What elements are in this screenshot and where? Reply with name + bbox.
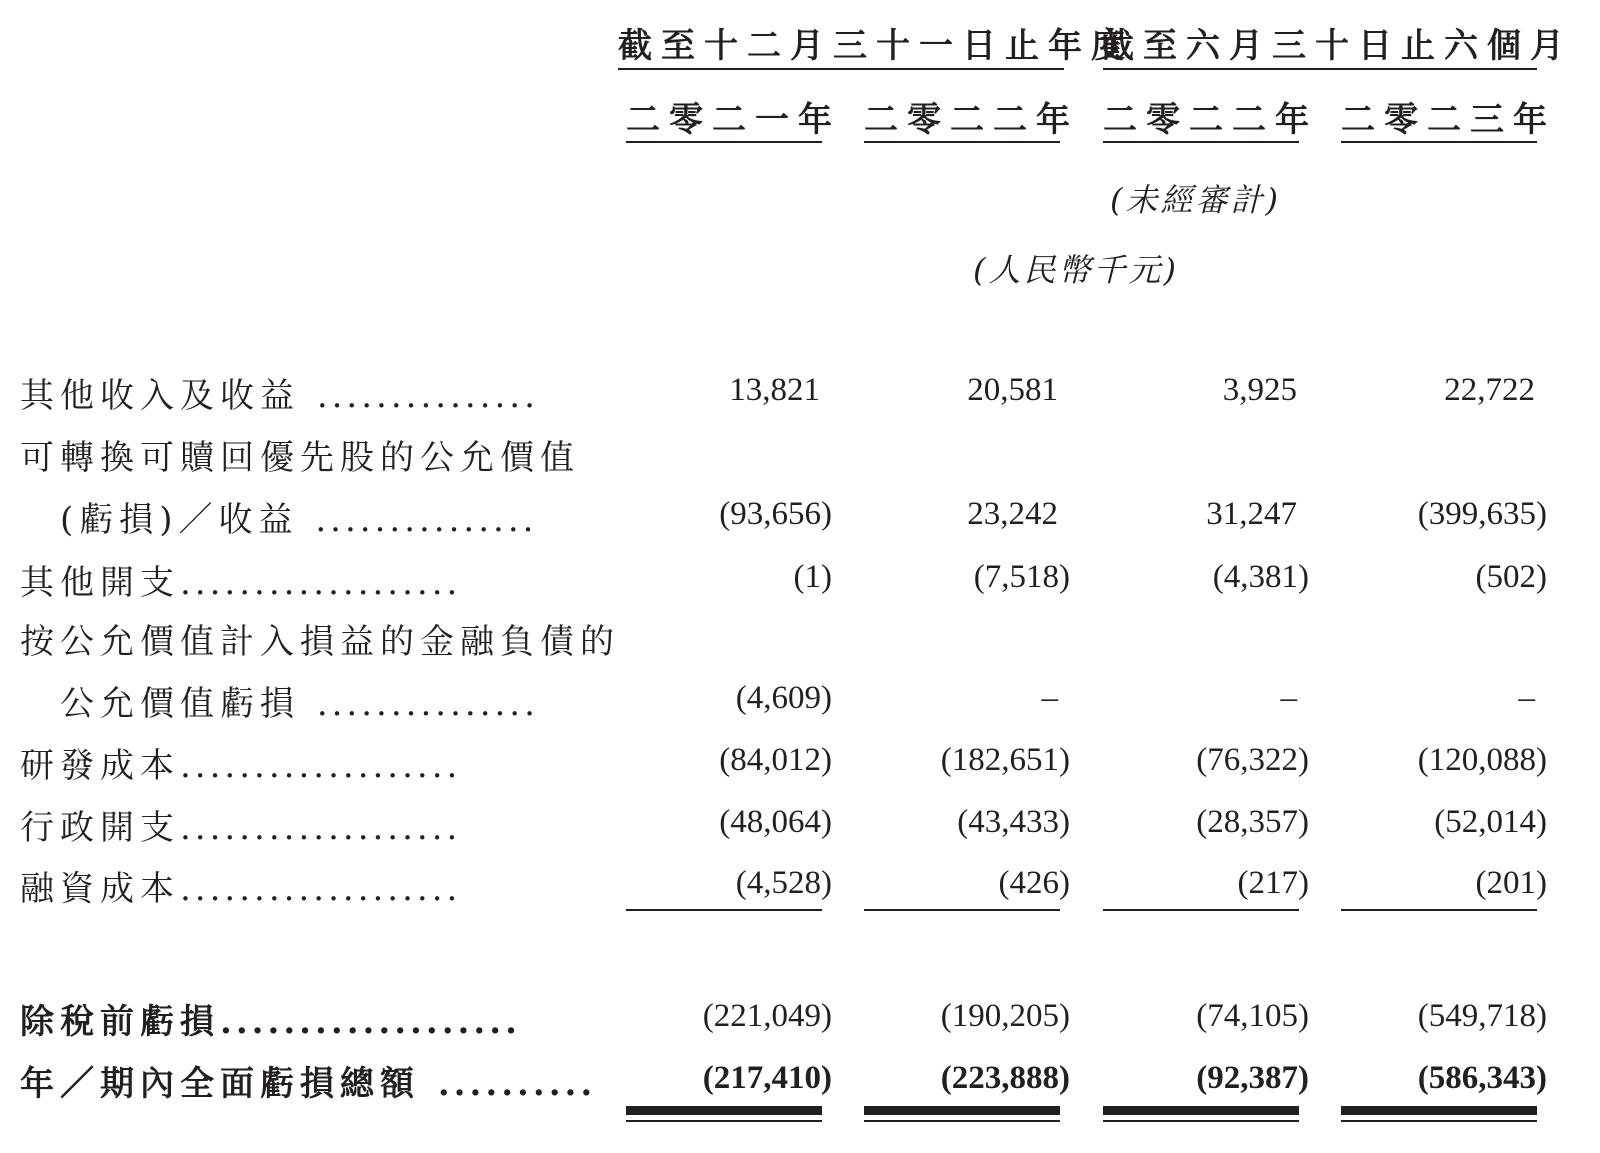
year-header-col1: 二零二一年 (626, 100, 841, 140)
value-cell: (217,410) (702, 1060, 832, 1096)
value-cell: (4,609) (735, 680, 832, 716)
row-label-fair-value-loss-gain: (虧損)／收益 ............... (60, 500, 538, 540)
value-cell: – (1041, 680, 1058, 716)
value-cell: (502) (1475, 559, 1547, 595)
header-half-year-underline (1103, 68, 1537, 70)
total-double-rule (1341, 1120, 1537, 1122)
subtotal-rule (1103, 909, 1299, 911)
row-label-other-income: 其他收入及收益 ............... (20, 376, 539, 416)
row-label-financial-liabilities: 按公允價值計入損益的金融負債的 (20, 622, 620, 662)
value-cell: (28,357) (1196, 804, 1309, 840)
value-cell: (399,635) (1417, 496, 1547, 532)
value-cell: (93,656) (719, 496, 832, 532)
value-cell: (549,718) (1417, 998, 1547, 1034)
value-cell: (217) (1237, 865, 1309, 901)
subtotal-rule (1341, 909, 1537, 911)
value-cell: 3,925 (1222, 372, 1297, 408)
year-underline-col2 (864, 141, 1060, 143)
value-cell: (4,528) (735, 865, 832, 901)
row-label-other-expenses: 其他開支................... (20, 563, 462, 603)
value-cell: (120,088) (1417, 742, 1547, 778)
subtotal-rule (864, 909, 1060, 911)
year-underline-col3 (1103, 141, 1299, 143)
total-double-rule (864, 1106, 1060, 1115)
row-label-fair-value-loss: 公允價值虧損 ............... (60, 684, 539, 724)
value-cell: (52,014) (1434, 804, 1547, 840)
total-double-rule (864, 1120, 1060, 1122)
total-double-rule (1341, 1106, 1537, 1115)
total-double-rule (626, 1120, 822, 1122)
value-cell: – (1280, 680, 1297, 716)
value-cell: 22,722 (1444, 372, 1535, 408)
value-cell: 13,821 (729, 372, 820, 408)
total-double-rule (1103, 1106, 1299, 1115)
value-cell: (586,343) (1417, 1060, 1547, 1096)
total-double-rule (1103, 1120, 1299, 1122)
row-label-rd-costs: 研發成本................... (20, 746, 462, 786)
value-cell: (1) (793, 559, 832, 595)
row-label-loss-before-tax: 除稅前虧損................... (20, 1002, 521, 1042)
value-cell: (4,381) (1212, 559, 1309, 595)
value-cell: 20,581 (967, 372, 1058, 408)
value-cell: (74,105) (1196, 998, 1309, 1034)
value-cell: (182,651) (940, 742, 1070, 778)
unaudited-note: (未經審計) (1110, 181, 1281, 219)
subtotal-rule (626, 909, 822, 911)
year-header-col3: 二零二二年 (1103, 100, 1318, 140)
year-header-col4: 二零二三年 (1341, 100, 1556, 140)
value-cell: (426) (998, 865, 1070, 901)
value-cell: (221,049) (702, 998, 832, 1034)
total-double-rule (626, 1106, 822, 1115)
year-underline-col1 (626, 141, 822, 143)
value-cell: (92,387) (1196, 1060, 1309, 1096)
year-header-col2: 二零二二年 (864, 100, 1079, 140)
header-half-year-period: 截至六月三十日止六個月 (1100, 26, 1573, 66)
row-label-admin-expenses: 行政開支................... (20, 808, 462, 848)
header-annual-underline (618, 68, 1064, 70)
value-cell: – (1518, 680, 1535, 716)
header-annual-period: 截至十二月三十一日止年度 (618, 26, 1134, 66)
value-cell: (223,888) (940, 1060, 1070, 1096)
value-cell: (7,518) (973, 559, 1070, 595)
row-label-finance-costs: 融資成本................... (20, 869, 462, 909)
value-cell: (48,064) (719, 804, 832, 840)
value-cell: (76,322) (1196, 742, 1309, 778)
value-cell: 23,242 (967, 496, 1058, 532)
value-cell: (84,012) (719, 742, 832, 778)
value-cell: (43,433) (957, 804, 1070, 840)
value-cell: 31,247 (1206, 496, 1297, 532)
currency-note: (人民幣千元) (973, 251, 1179, 289)
value-cell: (201) (1475, 865, 1547, 901)
value-cell: (190,205) (940, 998, 1070, 1034)
row-label-convertible-preferred: 可轉換可贖回優先股的公允價值 (20, 438, 580, 478)
row-label-total-comprehensive-loss: 年／期內全面虧損總額 .......... (20, 1064, 597, 1104)
year-underline-col4 (1341, 141, 1537, 143)
